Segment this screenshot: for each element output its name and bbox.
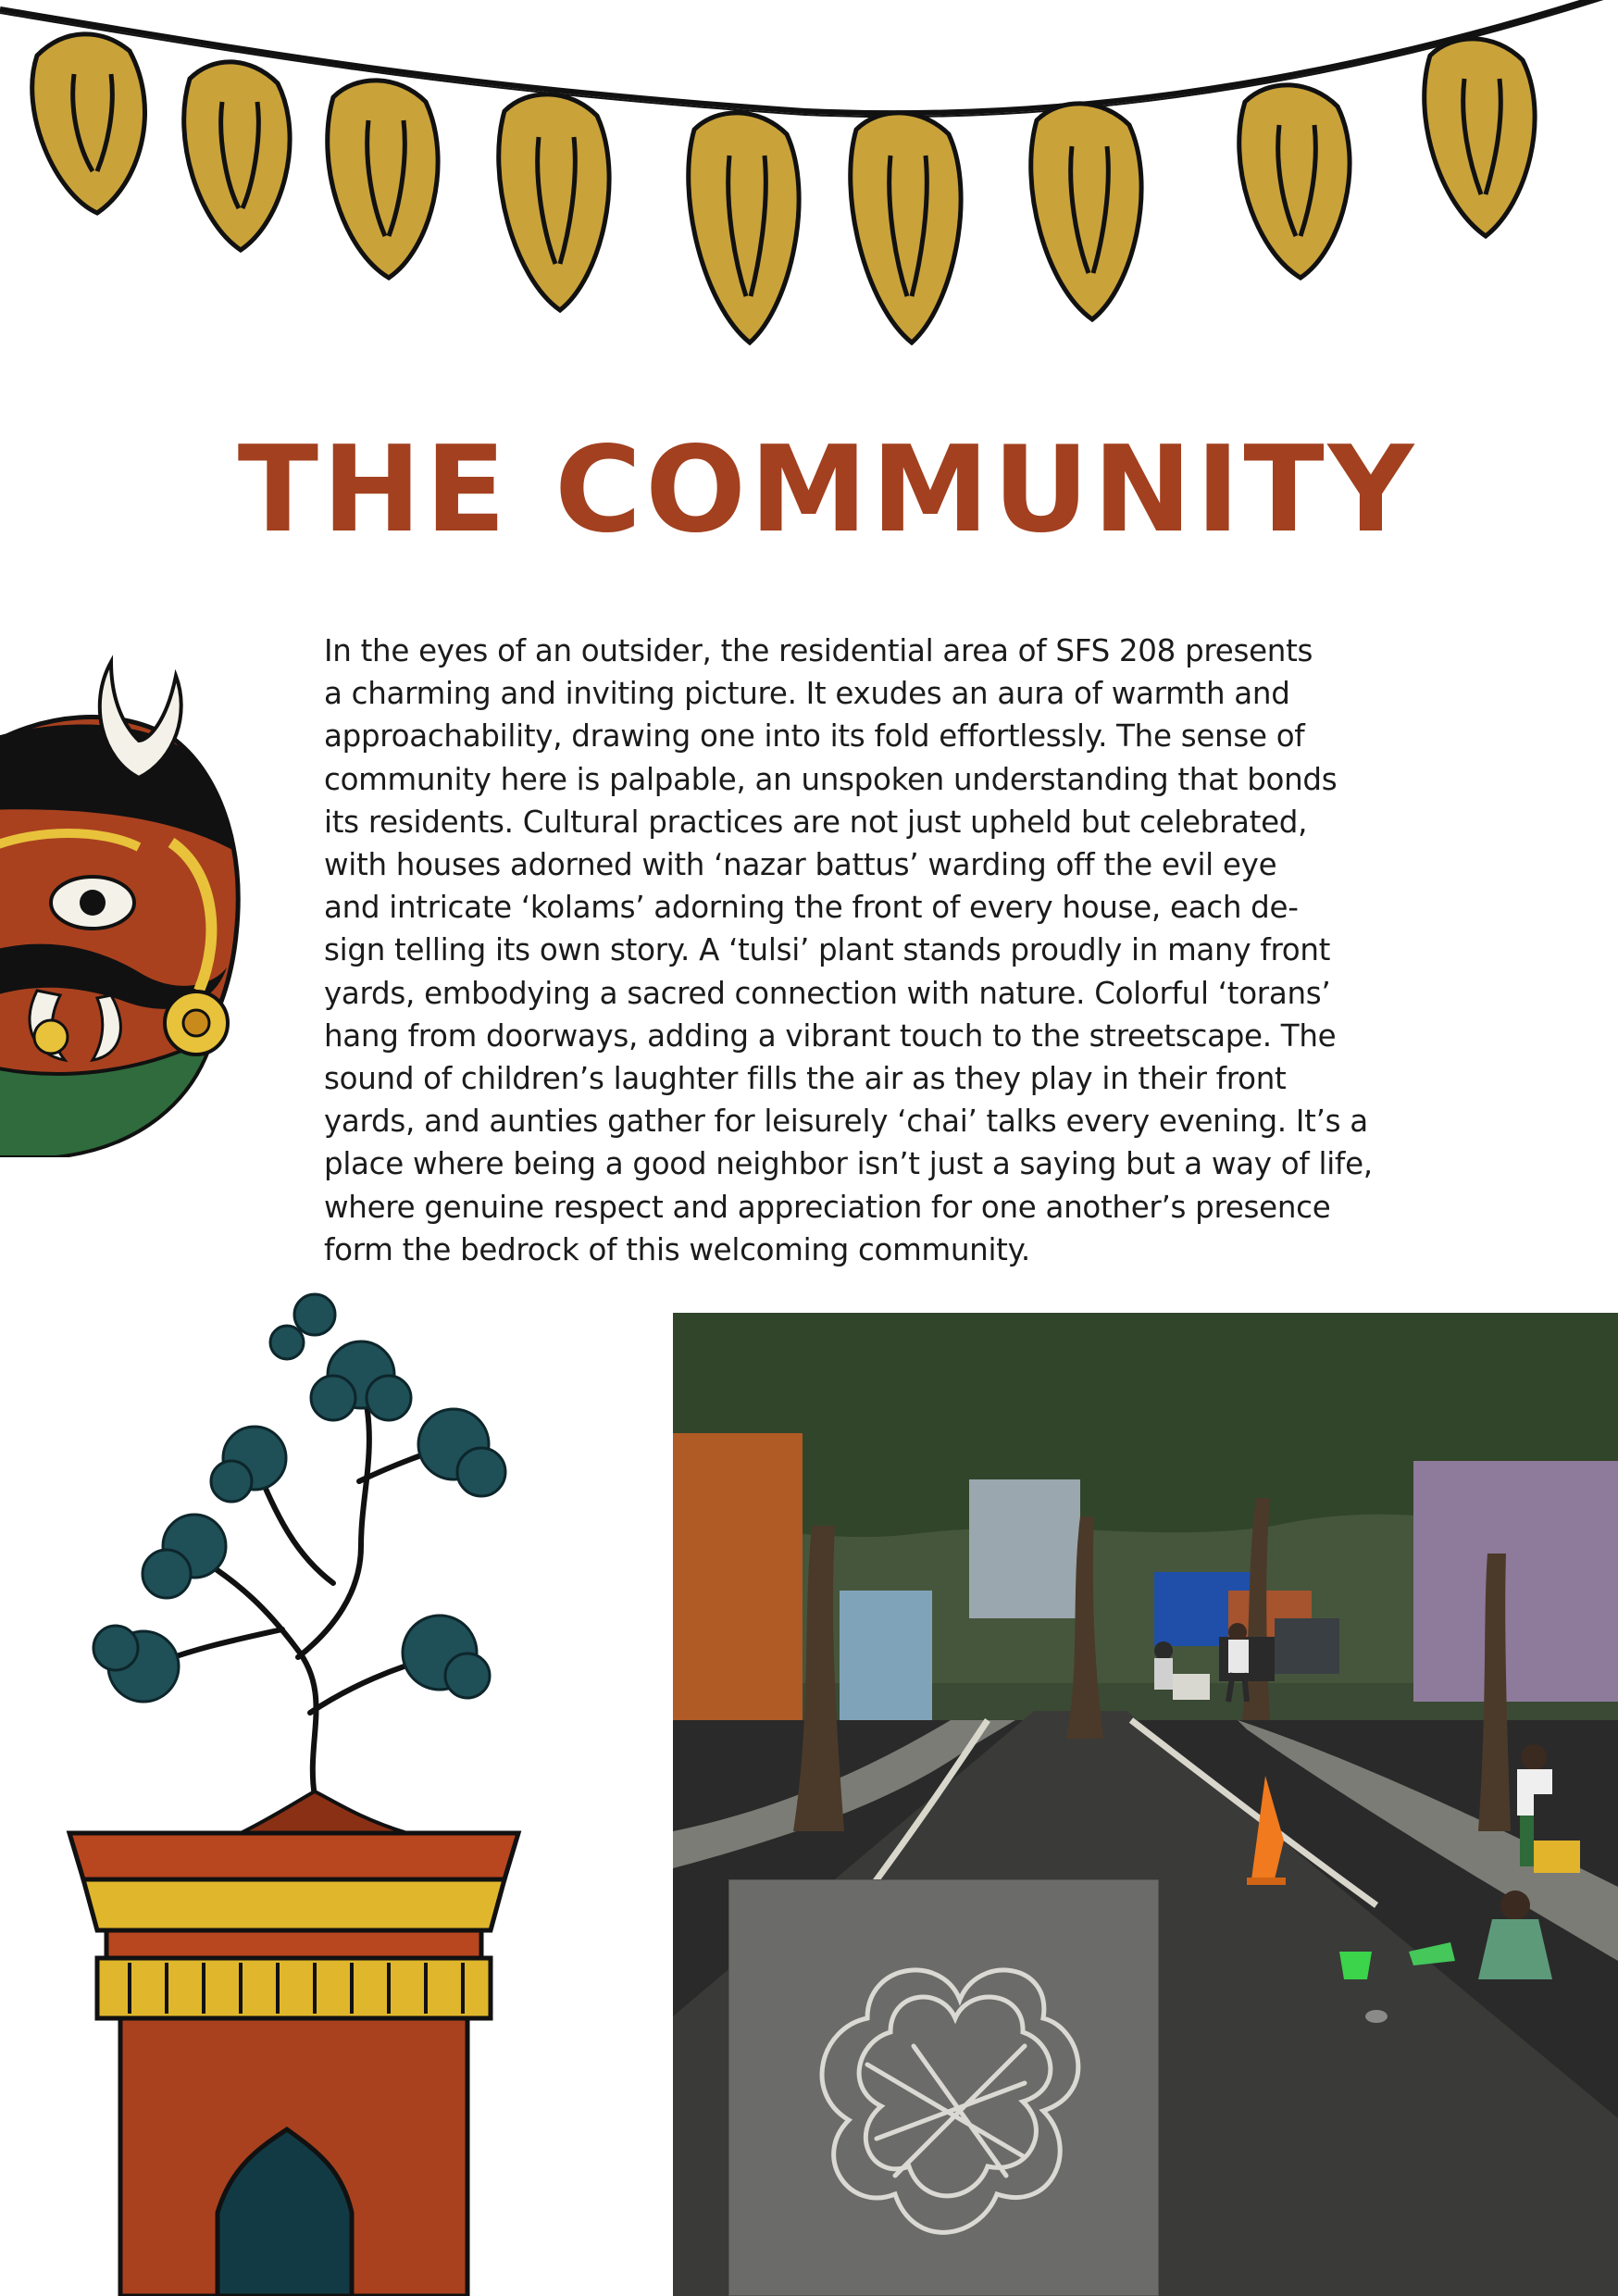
- body-line: approachability, drawing one into its fold effortlessly. The sense of: [324, 718, 1305, 755]
- body-line: In the eyes of an outsider, the residential area of SFS 208 presents: [324, 633, 1313, 668]
- leaf-icon: [689, 113, 799, 343]
- nazar-battu-mask-illustration: [0, 639, 250, 1157]
- tulsi-plant-illustration: [56, 1278, 537, 2296]
- body-line: community here is palpable, an unspoken understanding that bonds: [324, 761, 1338, 797]
- body-line: and intricate ‘kolams’ adorning the front of every house, each de-: [324, 890, 1299, 926]
- leaf-icon: [328, 81, 438, 278]
- body-line: yards, and aunties gather for leisurely ‘chai’ talks every evening. It’s a: [324, 1104, 1368, 1140]
- kolam-photo-inset: [728, 1879, 1159, 2296]
- page-title: THE COMMUNITY: [237, 421, 1418, 559]
- leaf-icon: [1239, 85, 1350, 278]
- leaf-icon: [851, 113, 961, 343]
- body-line: form the bedrock of this welcoming community.: [324, 1231, 1030, 1267]
- body-line: yards, embodying a sacred connection with nature. Colorful ‘torans’: [324, 975, 1331, 1011]
- body-line: place where being a good neighbor isn’t just a saying but a way of life,: [324, 1146, 1373, 1182]
- leaf-icon: [32, 34, 145, 213]
- body-line: sign telling its own story. A ‘tulsi’ plant stands proudly in many front: [324, 932, 1331, 968]
- body-line: a charming and inviting picture. It exudes an aura of warmth and: [324, 676, 1290, 712]
- body-line: where genuine respect and appreciation for one another’s presence: [324, 1189, 1331, 1225]
- leaf-icon: [184, 62, 290, 250]
- body-line: with houses adorned with ‘nazar battus’ warding off the evil eye: [324, 847, 1277, 883]
- body-line: its residents. Cultural practices are not just upheld but celebrated,: [324, 804, 1308, 840]
- toran-bunting-illustration: [0, 0, 1618, 407]
- body-line: hang from doorways, adding a vibrant touch to the streetscape. The: [324, 1017, 1337, 1054]
- leaf-icon: [499, 94, 609, 310]
- leaf-icon: [1031, 104, 1141, 319]
- leaf-icon: [1425, 39, 1535, 236]
- body-line: sound of children’s laughter fills the air as they play in their front: [324, 1061, 1287, 1097]
- body-text: [324, 630, 1490, 1271]
